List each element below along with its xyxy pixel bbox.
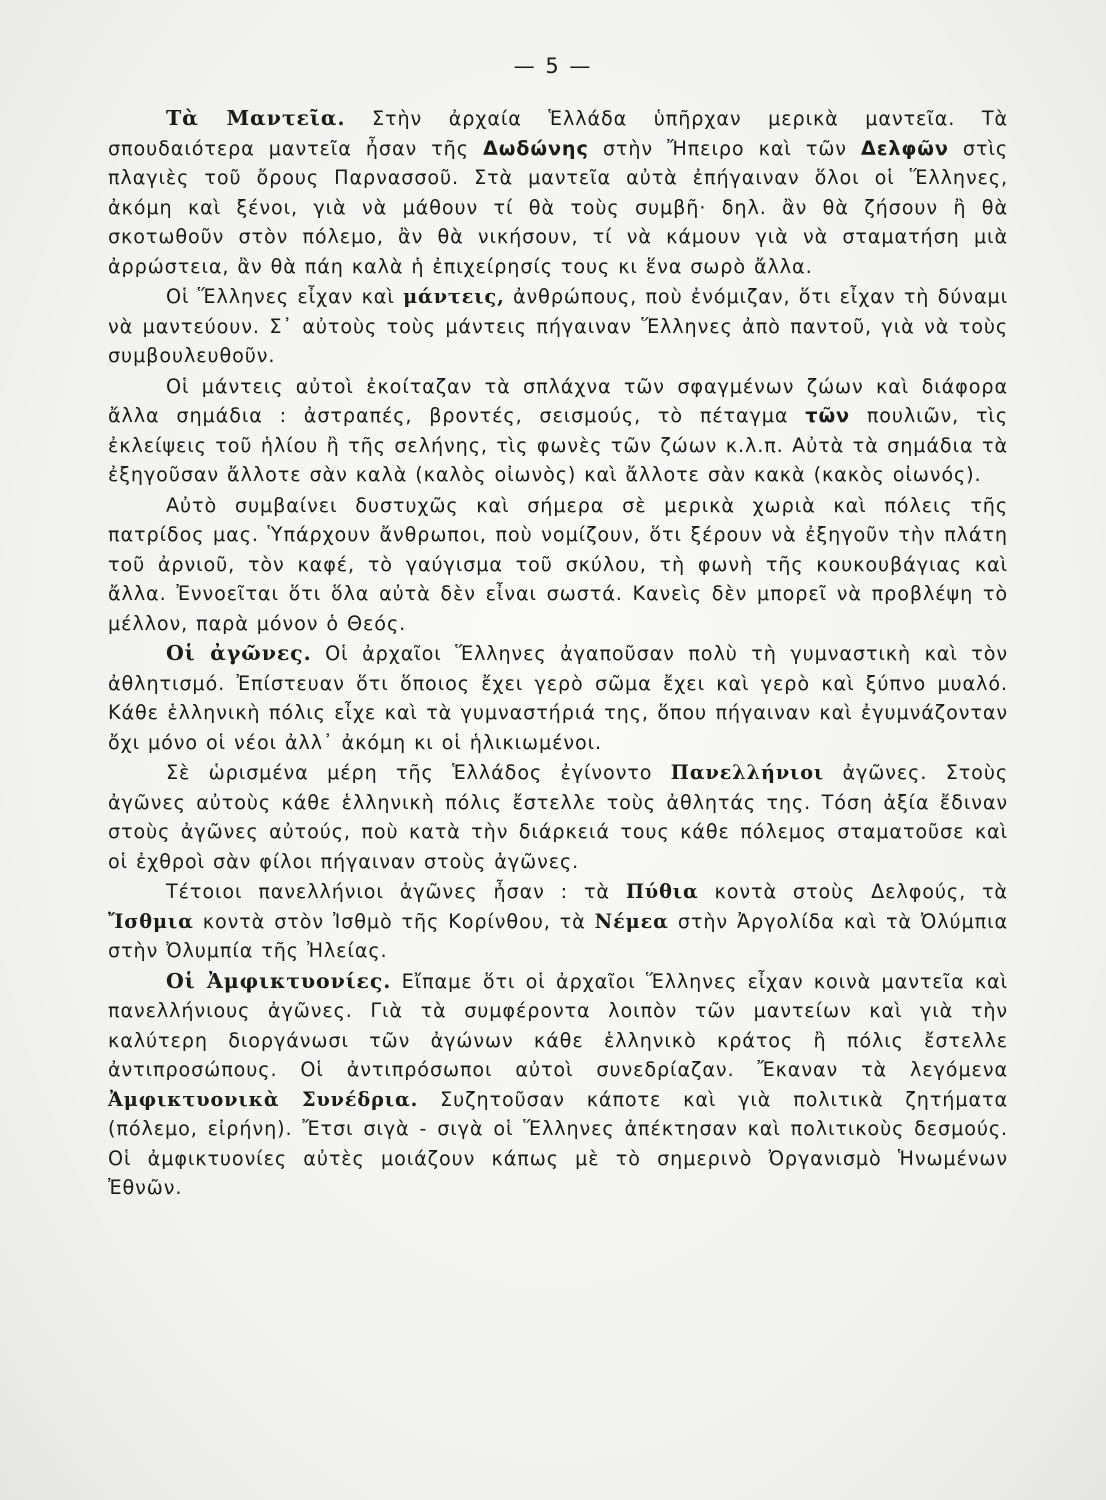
paragraph-text: Οἱ ἀρχαῖοι Ἕλληνες ἀγαποῦσαν πολὺ τὴ γυμναστικὴ καὶ τὸν ἀθλητισμό. Ἐπίστευαν ὅτι ὅποιος ἔχει γερὸ σῶμα ἔχει καὶ γερὸ καὶ ξύπνο μυαλό. Κάθε ἑλληνικὴ πόλις εἶχε καὶ τὰ γυμναστήριά της, ὅπου πήγαιναν καὶ ἐγυμνάζονταν ὄχι μόνο οἱ νέοι ἀλλ᾽ ἀκόμη κι οἱ ἡλικιωμένοι. [108,642,1009,754]
paragraph-signs [108,372,1008,490]
paragraph-text: Σὲ ὡρισμένα μέρη τῆς Ἑλλάδος ἐγίνοντο [166,761,671,784]
section-heading-agones: Οἱ ἀγῶνες. [166,641,312,665]
paragraph-text: Τέτοιοι πανελλήνιοι ἀγῶνες ἦσαν : τὰ [166,880,626,903]
page-number: — 5 — [513,54,593,78]
bold-term-nemea: Νέμεα [594,909,669,933]
paragraph-text: Συζητοῦσαν κάποτε καὶ γιὰ πολιτικὰ ζητήματα (πόλεμο, εἰρήνη). Ἔτσι σιγὰ - σιγὰ οἱ Ἕλληνες ἀπέκτησαν καὶ πολιτικοὺς δεσμούς. Οἱ ἀμφικτυονίες αὐτὲς μοιάζουν κάπως μὲ τὸ σημερινὸ Ὀργανισμὸ Ἡνωμένων Ἐθνῶν. [108,1087,1008,1199]
bold-term-manteis: μάντεις, [403,285,505,308]
paragraph-today [108,491,1008,639]
paragraph-text: Αὐτὸ συμβαίνει δυστυχῶς καὶ σήμερα σὲ μερικὰ χωριὰ καὶ πόλεις τῆς πατρίδος μας. Ὑπάρχουν ἄνθρωποι, ποὺ νομίζουν, ὅτι ξέρουν νὰ ἐξηγοῦν τὴν πλάτη τοῦ ἀρνιοῦ, τὸν καφέ, τὸ γαύγισμα τοῦ σκύλου, τὴ φωνὴ τῆς κουκουβάγιας καὶ ἄλλα. Ἐννοεῖται ὅτι ὅλα αὐτὰ δὲν εἶναι σωστά. Κανεὶς δὲν μπορεῖ νὰ προβλέψη τὸ μέλλον, παρὰ μόνον ὁ Θεός. [108,493,1008,635]
paragraph-text: Εἴπαμε ὅτι οἱ ἀρχαῖοι Ἕλληνες εἶχαν κοινὰ μαντεῖα καὶ πανελλήνιους ἀγῶνες. Γιὰ τὰ συμφέροντα λοιπὸν τῶν μαντείων καὶ γιὰ τὴν καλύτερη διοργάνωσι τῶν ἀγώνων κάθε ἑλληνικὸ κράτος ἢ πόλις ἔστελλε ἀντιπροσώπους. Οἱ ἀντιπρόσωποι αὐτοὶ συνεδρίαζαν. Ἔκαναν τὰ λεγόμενα [108,969,1008,1081]
paragraph-panhellenic [108,758,1008,876]
paragraph-text: ἀνθρώπους, ποὺ ἐνόμιζαν, ὅτι εἶχαν τὴ δύναμι νὰ μαντεύουν. Σ᾽ αὐτοὺς τοὺς μάντεις πήγαιναν Ἕλληνες ἀπὸ παντοῦ, γιὰ νὰ τοὺς συμβουλευθοῦν. [108,285,1008,367]
bold-term-ton: τῶν [805,404,850,427]
bold-term-delphi: Δελφῶν [861,136,949,160]
paragraph-text: στὴν Ἀργολίδα καὶ τὰ Ὀλύμπια στὴν Ὀλυμπία τῆς Ἠλείας. [108,909,1009,962]
section-heading-amphictyonies: Οἱ Ἀμφικτυονίες. [166,968,392,993]
paragraph-text: κοντὰ στοὺς Δελφούς, τὰ [698,880,1008,903]
paragraph-text: ἀγῶνες. Στοὺς ἀγῶνες αὐτοὺς κάθε ἑλληνικὴ πόλις ἔστελλε τοὺς ἀθλητάς της. Τόση ἀξία ἔδιναν στοὺς ἀγῶνες αὐτούς, ποὺ κατὰ τὴν διάρκειά τους κάθε πόλεμος σταματοῦσε καὶ οἱ ἐχθροὶ σὰν φίλοι πήγαιναν στοὺς ἀγῶνες. [108,761,1008,873]
paragraph-text: στὴν Ἤπειρο καὶ τῶν [588,136,862,160]
paragraph-agones [108,639,1008,757]
paragraph-text: στὶς πλαγιὲς τοῦ ὄρους Παρνασσοῦ. Στὰ μαντεῖα αὐτὰ ἐπήγαιναν ὅλοι οἱ Ἕλληνες, ἀκόμη καὶ ξένοι, γιὰ νὰ μάθουν τί θὰ τοὺς συμβῆ· δηλ. ἂν θὰ ζήσουν ἢ θὰ σκοτωθοῦν στὸν πόλεμο, ἂν θὰ νικήσουν, τί νὰ κάμουν γιὰ νὰ σταματήση μιὰ ἀρρώστεια, ἂν θὰ πάη καλὰ ἡ ἐπιχείρησίς τους κι ἕνα σωρὸ ἄλλα. [108,136,1008,278]
paragraph-text: Οἱ μάντεις αὐτοὶ ἐκοίταζαν τὰ σπλάχνα τῶν σφαγμένων ζώων καὶ διάφορα ἄλλα σημάδια : ἀστραπές, βροντές, σεισμούς, τὸ πέταγμα [108,374,1008,427]
paragraph-text: πουλιῶν, τὶς ἐκλείψεις τοῦ ἡλίου ἢ τῆς σελήνης, τὶς φωνὲς τῶν ζώων κ.λ.π. Αὐτὰ τὰ σημάδια τὰ ἐξηγοῦσαν ἄλλοτε σὰν καλὰ (καλὸς οἰωνὸς) καὶ ἄλλοτε σὰν κακὰ (κακὸς οἰωνός). [108,404,1008,486]
bold-term-amphictyonic-councils: Ἀμφικτυονικὰ Συνέδρια. [108,1087,419,1111]
paragraph-text: Οἱ Ἕλληνες εἶχαν καὶ [166,285,404,308]
bold-term-dodoni: Δωδώνης [482,136,589,160]
paragraph-amphictyonies [108,967,1008,1203]
bold-term-pythia: Πύθια [625,880,699,903]
paragraph-text: κοντὰ στὸν Ἰσθμὸ τῆς Κορίνθου, τὰ [193,909,595,933]
paragraph-games-list [108,877,1008,966]
paragraph-text: Στὴν ἀρχαία Ἑλλάδα ὑπῆρχαν μερικὰ μαντεῖα. Τὰ σπουδαιότερα μαντεῖα ἦσαν τῆς [108,107,1008,160]
section-heading-manteia: Τὰ Μαντεῖα. [166,106,346,130]
document-body [108,104,1008,1204]
paragraph-manteis [108,282,1008,371]
bold-term-panellinioi: Πανελλήνιοι [670,761,825,784]
paragraph-manteia [108,104,1008,281]
bold-term-isthmia: Ἴσθμια [108,909,194,933]
